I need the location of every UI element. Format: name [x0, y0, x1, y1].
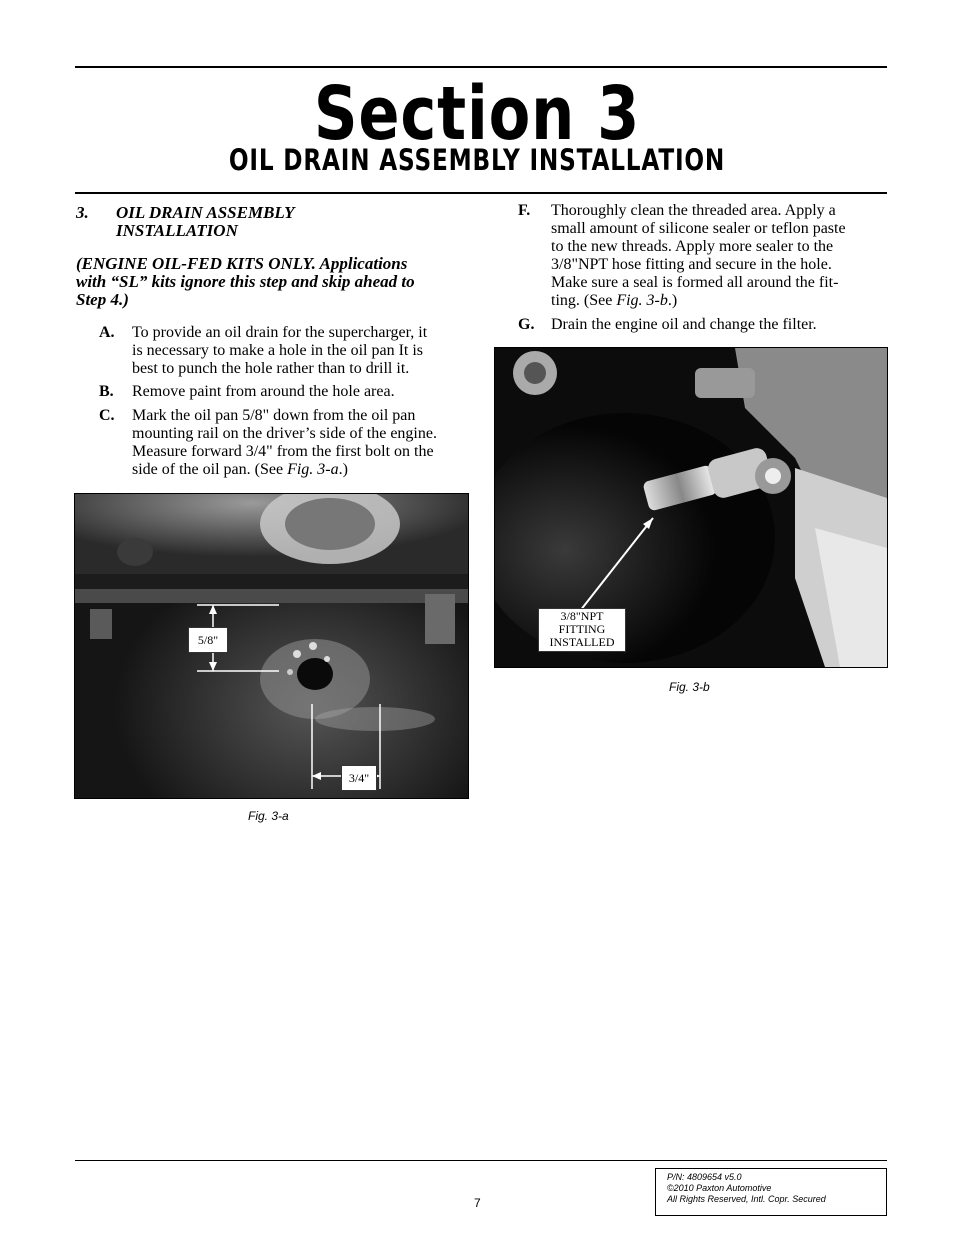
ref-suffix: .)	[338, 461, 348, 478]
step-note-line1: (ENGINE OIL-FED KITS ONLY. Applications	[76, 254, 408, 273]
instruction-item-f	[518, 202, 890, 310]
item-label: A.	[99, 324, 115, 341]
instruction-item-g	[518, 316, 890, 334]
instruction-item-b	[99, 383, 469, 401]
dimension-label-3-4: 3/4"	[341, 765, 377, 791]
copyright-text: ©2010 Paxton Automotive	[667, 1183, 772, 1193]
step-note-line2: with “SL” kits ignore this step and skip ahead to	[76, 272, 415, 291]
callout-line1: 3/8"NPT	[560, 609, 604, 623]
item-text-line: Mark the oil pan 5/8" down from the oil pan	[132, 407, 416, 424]
ref-prefix: ting. (See	[551, 292, 617, 309]
item-text-line: Measure forward 3/4" from the first bolt on the	[132, 443, 434, 460]
section-title: Section 3	[313, 71, 641, 157]
rights-text: All Rights Reserved, Intl. Copr. Secured	[667, 1194, 826, 1204]
step-number: 3.	[76, 203, 89, 222]
item-text-line: mounting rail on the driver’s side of the engine.	[132, 425, 437, 442]
item-text-line: to the new threads. Apply more sealer to the	[551, 238, 834, 255]
figure-reference: Fig. 3-b	[616, 292, 668, 309]
item-text-line	[551, 292, 846, 310]
item-text-line	[132, 461, 437, 479]
item-text-line: Drain the engine oil and change the filter.	[551, 316, 817, 333]
ref-suffix: .)	[667, 292, 678, 309]
item-text-line: 3/8"NPT hose fitting and secure in the hole.	[551, 256, 832, 273]
top-rule	[75, 66, 887, 68]
figure-3a-caption: Fig. 3-a	[248, 809, 289, 823]
step-note-line3: Step 4.)	[76, 290, 129, 309]
instruction-item-a	[99, 324, 469, 378]
figure-3a-photo	[74, 493, 469, 799]
item-text-line: To provide an oil drain for the supercharger, it	[132, 324, 428, 341]
item-text-line: best to punch the hole rather than to drill it.	[132, 360, 410, 377]
callout-line2: FITTING	[558, 622, 606, 636]
item-text-line: Remove paint from around the hole area.	[132, 383, 395, 400]
item-text-line: is necessary to make a hole in the oil pan It is	[132, 342, 424, 359]
header-bottom-rule	[75, 192, 887, 194]
step-title-line2: INSTALLATION	[116, 221, 238, 240]
item-label: G.	[518, 316, 535, 333]
figure-3b-photo	[494, 347, 888, 668]
ref-prefix: side of the oil pan. (See	[132, 461, 288, 478]
item-text-line: small amount of silicone sealer or teflon paste	[551, 220, 846, 237]
figure-reference: Fig. 3-a	[287, 461, 339, 478]
item-text-line: Thoroughly clean the threaded area. Apply a	[551, 202, 836, 219]
fitting-callout	[538, 608, 626, 652]
instruction-item-c	[99, 407, 469, 479]
footer-copyright-box	[655, 1168, 887, 1216]
page-number: 7	[474, 1196, 481, 1210]
section-subtitle: OIL DRAIN ASSEMBLY INSTALLATION	[228, 143, 726, 177]
callout-line3: INSTALLED	[549, 635, 615, 649]
footer-rule	[75, 1160, 887, 1161]
item-label: B.	[99, 383, 114, 400]
part-number: P/N: 4809654 v5.0	[667, 1172, 742, 1182]
item-text-line: Make sure a seal is formed all around the fit-	[551, 274, 839, 291]
figure-3b-caption: Fig. 3-b	[669, 680, 710, 694]
item-label: C.	[99, 407, 115, 424]
engine-oil-pan-image	[75, 494, 468, 798]
dimension-label-5-8: 5/8"	[188, 627, 228, 653]
step-title-line1: OIL DRAIN ASSEMBLY	[116, 203, 295, 222]
item-label: F.	[518, 202, 531, 219]
